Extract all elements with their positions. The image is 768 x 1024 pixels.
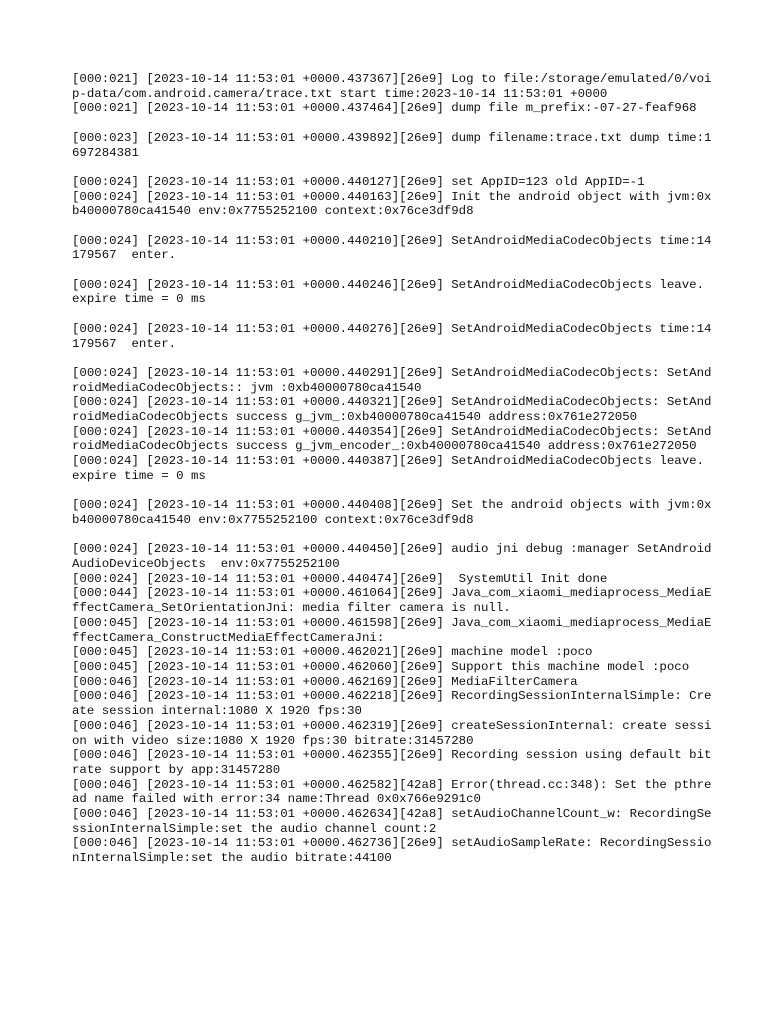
log-line: [000:024] [2023-10-14 11:53:01 +0000.440246][26e9] SetAndroidMediaCodecObjects leave. expire time = 0 ms: [72, 277, 712, 307]
log-line: [000:023] [2023-10-14 11:53:01 +0000.439892][26e9] dump filename:trace.txt dump time:1697284381: [72, 130, 712, 160]
log-line: [000:046] [2023-10-14 11:53:01 +0000.462169][26e9] MediaFilterCamera: [72, 674, 578, 689]
log-line: [000:046] [2023-10-14 11:53:01 +0000.462582][42a8] Error(thread.cc:348): Set the pthread name failed with error:34 name:Thread 0x0x766e9291c0: [72, 777, 712, 807]
log-line: [000:024] [2023-10-14 11:53:01 +0000.440354][26e9] SetAndroidMediaCodecObjects: SetAndroidMediaCodecObjects success g_jvm_encoder_:0xb40000780ca41540 address:0x761e272050: [72, 424, 712, 454]
log-block: [72, 175, 712, 219]
log-line: [000:046] [2023-10-14 11:53:01 +0000.462355][26e9] Recording session using default bitrate support by app:31457280: [72, 748, 712, 777]
log-line: [000:024] [2023-10-14 11:53:01 +0000.440321][26e9] SetAndroidMediaCodecObjects: SetAndroidMediaCodecObjects success g_jvm_:0xb40000780ca41540 address:0x761e272050: [72, 395, 712, 425]
log-line: [000:046] [2023-10-14 11:53:01 +0000.462218][26e9] RecordingSessionInternalSimple: Create session internal:1080 X 1920 fps:30: [72, 689, 712, 719]
log-line: [000:024] [2023-10-14 11:53:01 +0000.440276][26e9] SetAndroidMediaCodecObjects time:14179567 enter.: [72, 321, 712, 351]
log-block: [72, 72, 712, 116]
log-line: [000:021] [2023-10-14 11:53:01 +0000.437464][26e9] dump file m_prefix:-07-27-feaf968: [72, 101, 697, 116]
log-line: [000:044] [2023-10-14 11:53:01 +0000.461064][26e9] Java_com_xiaomi_mediaprocess_MediaEffectCamera_SetOrientationJni: media filter camera is null.: [72, 586, 712, 616]
log-document: [72, 72, 712, 881]
log-block: [72, 234, 712, 263]
log-line: [000:024] [2023-10-14 11:53:01 +0000.440387][26e9] SetAndroidMediaCodecObjects leave. expire time = 0 ms: [72, 454, 712, 483]
log-line: [000:024] [2023-10-14 11:53:01 +0000.440163][26e9] Init the android object with jvm:0xb40000780ca41540 env:0x7755252100 context:0x76ce3df9d8: [72, 189, 712, 219]
log-line: [000:024] [2023-10-14 11:53:01 +0000.440408][26e9] Set the android objects with jvm:0xb40000780ca41540 env:0x7755252100 context:0x76ce3df9d8: [72, 498, 712, 527]
log-line: [000:046] [2023-10-14 11:53:01 +0000.462634][42a8] setAudioChannelCount_w: RecordingSessionInternalSimple:set the audio channel count:2: [72, 807, 712, 836]
log-line: [000:024] [2023-10-14 11:53:01 +0000.440291][26e9] SetAndroidMediaCodecObjects: SetAndroidMediaCodecObjects:: jvm :0xb40000780ca41540: [72, 365, 712, 395]
log-block: [72, 498, 712, 527]
log-line: [000:024] [2023-10-14 11:53:01 +0000.440210][26e9] SetAndroidMediaCodecObjects time:14179567 enter.: [72, 233, 712, 263]
log-line: [000:046] [2023-10-14 11:53:01 +0000.462736][26e9] setAudioSampleRate: RecordingSessionInternalSimple:set the audio bitrate:44100: [72, 836, 712, 866]
log-block: [72, 131, 712, 160]
log-line: [000:024] [2023-10-14 11:53:01 +0000.440474][26e9] SystemUtil Init done: [72, 571, 608, 586]
log-block: [72, 366, 712, 484]
log-line: [000:021] [2023-10-14 11:53:01 +0000.437367][26e9] Log to file:/storage/emulated/0/voip-data/com.android.camera/trace.txt start time:2023-10-14 11:53:01 +0000: [72, 72, 712, 101]
log-line: [000:045] [2023-10-14 11:53:01 +0000.461598][26e9] Java_com_xiaomi_mediaprocess_MediaEffectCamera_ConstructMediaEffectCameraJni:: [72, 615, 712, 645]
log-line: [000:045] [2023-10-14 11:53:01 +0000.462060][26e9] Support this machine model :poco: [72, 660, 690, 674]
log-line: [000:024] [2023-10-14 11:53:01 +0000.440127][26e9] set AppID=123 old AppID=-1: [72, 174, 645, 189]
log-block: [72, 542, 712, 865]
log-line: [000:046] [2023-10-14 11:53:01 +0000.462319][26e9] createSessionInternal: create session with video size:1080 X 1920 fps:30 bitrate:31457280: [72, 718, 712, 748]
log-block: [72, 278, 712, 307]
log-line: [000:024] [2023-10-14 11:53:01 +0000.440450][26e9] audio jni debug :manager SetAndroidAudioDeviceObjects env:0x7755252100: [72, 542, 712, 572]
log-block: [72, 322, 712, 351]
log-line: [000:045] [2023-10-14 11:53:01 +0000.462021][26e9] machine model :poco: [72, 645, 593, 660]
